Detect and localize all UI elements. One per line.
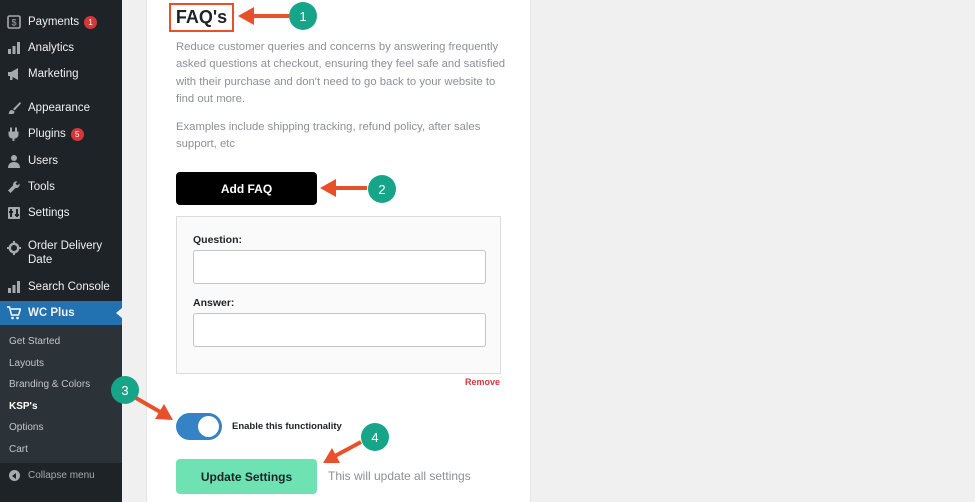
sidebar-item-users[interactable] — [0, 153, 122, 169]
sidebar-item-order-delivery-date[interactable] — [0, 239, 122, 269]
add-faq-button[interactable]: Add FAQ — [176, 172, 317, 205]
page-title: FAQ's — [175, 7, 228, 27]
enable-functionality-toggle[interactable] — [176, 413, 222, 440]
update-settings-button[interactable]: Update Settings — [176, 459, 317, 494]
megaphone-icon — [0, 67, 28, 81]
update-count-badge: 1 — [84, 16, 97, 29]
bar-chart-icon — [0, 280, 28, 294]
submenu-item-layouts[interactable]: Layouts — [9, 358, 45, 369]
dollar-icon — [0, 15, 28, 29]
sidebar-item-analytics[interactable] — [0, 40, 122, 56]
answer-label: Answer: — [193, 297, 235, 309]
sidebar-item-settings[interactable] — [0, 205, 122, 221]
svg-text:$: $ — [11, 17, 17, 28]
cart-icon — [0, 306, 28, 320]
remove-faq-link[interactable]: Remove — [465, 377, 501, 387]
collapse-arrow-icon — [9, 470, 20, 481]
faq-examples: Examples include shipping tracking, refund policy, after sales support, etc — [176, 121, 481, 151]
wc-plus-submenu — [0, 325, 122, 463]
user-icon — [0, 154, 28, 168]
sidebar-item-label: Tools — [28, 181, 55, 193]
collapse-menu-label: Collapse menu — [28, 470, 95, 481]
faq-description: Reduce customer queries and concerns by answering frequently asked questions at checkout, ensuring they feel safe and satisfied with their purchase and don't need to go back to your website to find out more. — [176, 41, 506, 106]
admin-sidebar — [0, 0, 122, 502]
sidebar-item-appearance[interactable] — [0, 100, 122, 116]
step-marker-3: 3 — [111, 376, 139, 404]
plug-icon — [0, 127, 28, 141]
sidebar-item-label: Search Console — [28, 281, 110, 293]
sidebar-item-wc-plus[interactable] — [0, 301, 122, 325]
active-indicator — [116, 308, 122, 318]
sidebar-item-label: Appearance — [28, 102, 91, 114]
sidebar-item-search-console[interactable] — [0, 279, 122, 295]
sidebar-item-label: Marketing — [28, 68, 79, 80]
toggle-knob — [198, 416, 219, 437]
sidebar-item-payments[interactable] — [0, 14, 122, 30]
sidebar-item-label-line2: Date — [28, 254, 53, 266]
submenu-item-branding-colors[interactable]: Branding & Colors — [9, 379, 91, 390]
sidebar-item-label: Users — [28, 155, 59, 167]
toggle-label: Enable this functionality — [232, 421, 342, 432]
title-highlight-box — [169, 3, 234, 32]
sidebar-item-label: Plugins — [28, 128, 66, 140]
submenu-item-get-started[interactable]: Get Started — [9, 336, 61, 347]
submenu-item-cart[interactable]: Cart — [9, 444, 28, 455]
collapse-menu-button[interactable] — [0, 470, 122, 481]
sidebar-item-label: WC Plus — [28, 307, 75, 319]
answer-input[interactable] — [193, 313, 486, 347]
sidebar-item-plugins[interactable] — [0, 126, 122, 142]
sidebar-item-label: Payments — [28, 16, 80, 28]
sidebar-item-label: Analytics — [28, 42, 75, 54]
bar-chart-icon — [0, 41, 28, 55]
step-marker-2: 2 — [368, 175, 396, 203]
wrench-icon — [0, 180, 28, 194]
question-label: Question: — [193, 234, 242, 246]
sidebar-item-marketing[interactable] — [0, 66, 122, 82]
submenu-item-ksps[interactable]: KSP's — [9, 401, 38, 412]
sidebar-item-label — [28, 239, 102, 267]
gear-icon — [0, 239, 28, 255]
update-count-badge: 5 — [71, 128, 84, 141]
sidebar-item-tools[interactable] — [0, 179, 122, 195]
sidebar-item-label-line1: Order Delivery — [28, 240, 103, 252]
step-marker-1: 1 — [289, 2, 317, 30]
submenu-item-options[interactable]: Options — [9, 422, 44, 433]
step-marker-4: 4 — [361, 423, 389, 451]
settings-icon — [0, 206, 28, 220]
paintbrush-icon — [0, 101, 28, 115]
sidebar-item-label: Settings — [28, 207, 70, 219]
question-input[interactable] — [193, 250, 486, 284]
update-note: This will update all settings — [328, 469, 471, 483]
